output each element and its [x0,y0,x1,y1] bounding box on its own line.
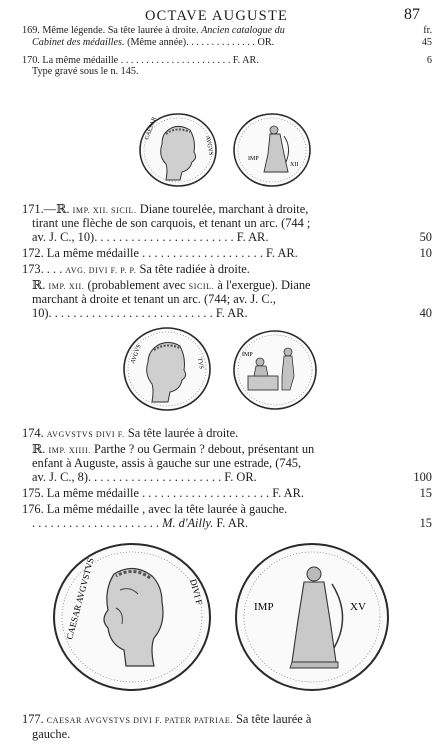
svg-text:TVS: TVS [196,357,204,370]
metal: F. AR. [232,55,259,66]
price: 45 [421,37,432,48]
coin-legend: CAESAR [144,116,158,141]
svg-text:XII: XII [290,162,299,168]
entry-170-line1: 170. La même médaille . . . . . . . . . . . . . . . . . . . . . . F. AR. 6 [22,55,432,66]
price: 50 [419,230,432,244]
entry-number: 173. [22,262,44,276]
entry-number: 177. [22,712,44,726]
coin-reverse-3 [232,540,392,695]
entry-174-line2: ℝ. IMP. XIIII. Parthe ? ou Germain ? debout, présentant un [32,442,315,456]
price: 6 [426,55,432,66]
svg-text:IMP: IMP [248,156,259,162]
metal: F. AR. [272,486,304,500]
coin-reverse-2 [230,328,320,413]
metal: F. AR. [236,230,269,244]
metal: OR. [257,37,275,48]
coin-reverse-1 [230,110,315,190]
entry-176-line1: 176. La même médaille , avec la tête laurée à gauche. [22,502,288,516]
coin-obverse-2 [120,324,215,414]
entry-number: 170. [22,55,40,66]
svg-text:IMP: IMP [242,352,253,358]
price: 10 [419,246,432,260]
entry-174-line3: enfant à Auguste, assis à gauche sur une estrade, (745, [32,456,302,470]
currency-heading: fr. [423,25,432,36]
svg-text:AVGVS: AVGVS [204,135,214,156]
metal: F. AR. [215,306,248,320]
entry-171-line2: tirant une flèche de son carquois, et tenant un arc. (744 ; [32,216,311,230]
entry-175: 175. La même médaille . . . . . . . . . . . . . . . . . . . . . F. AR. 15 [22,486,432,500]
entry-171-line1: 171.—ℝ. IMP. XII. SICIL. Diane tourelée, marchant à droite, [22,202,309,216]
running-title: OCTAVE AUGUSTE [145,8,289,24]
entry-number: 171.— [22,202,57,216]
entry-174-line4: av. J. C., 8). . . . . . . . . . . . . . . . . . . . . . F. OR. 100 [32,470,432,484]
page-number: 87 [404,6,420,23]
coin-legend: CAESAR AVGVSTVS DIVI F. PATER PATRIAE. [46,716,233,725]
entry-172: 172. La même médaille . . . . . . . . . . . . . . . . . . . . F. AR. 10 [22,246,432,260]
svg-text:IMP: IMP [254,601,274,613]
entry-173-line4: 10). . . . . . . . . . . . . . . . . . . . . . . . . . . F. AR. 40 [32,306,432,320]
coin-legend: IMP. XII. SICIL. [72,206,137,215]
entry-173-line1: 173. . . . AVG. DIVI F. P. P. Sa tête radiée à droite. [22,262,250,276]
price: 40 [419,306,432,320]
entry-number: 169. [22,25,40,36]
entry-169-line2: Cabinet des médailles. (Même année). . . . . . . . . . . . . . OR. 45 [32,37,432,48]
entry-171-line3: av. J. C., 10). . . . . . . . . . . . . . . . . . . . . . . F. AR. 50 [32,230,432,244]
entry-170-note: Type gravé sous le n. 145. [32,66,139,77]
entry-169-line1: 169. Même légende. Sa tête laurée à droite. Ancien catalogue du fr. [22,25,432,36]
entry-number: 174. [22,426,44,440]
price: 100 [413,470,432,484]
metal: F. OR. [224,470,257,484]
entry-177-line1: 177. CAESAR AVGVSTVS DIVI F. PATER PATRIAE. Sa tête laurée à [22,712,312,726]
coin-legend: CAESAR AVGVSTVS [64,556,96,641]
price: 15 [419,516,432,530]
entry-173-line2: ℝ. IMP. XII. (probablement avec SICIL. à l'exergue). Diane [32,278,311,292]
svg-text:AVGVS: AVGVS [130,343,143,365]
coin-legend: AVGVSTVS DIVI F. [46,430,125,439]
entry-177-line2: gauche. [32,727,71,741]
entry-number: 176. [22,502,44,516]
price: 15 [419,486,432,500]
coin-legend: AVG. DIVI F. P. P. [65,266,137,275]
metal: F. AR. [266,246,298,260]
entry-number: 175. [22,486,44,500]
coin-obverse-3 [50,540,215,695]
svg-text:DIVI F: DIVI F [188,577,205,606]
metal: F. AR. [216,516,249,530]
svg-text:XV: XV [350,601,366,613]
entry-173-line3: marchant à droite et tenant un arc. (744; av. J. C., [32,292,276,306]
entry-174-line1: 174. AVGVSTVS DIVI F. Sa tête laurée à droite. [22,426,239,440]
coin-obverse-1 [136,110,221,190]
entry-176-line2: . . . . . . . . . . . . . . . . . . . . . M. d'Ailly. F. AR. 15 [32,516,432,530]
entry-number: 172. [22,246,44,260]
